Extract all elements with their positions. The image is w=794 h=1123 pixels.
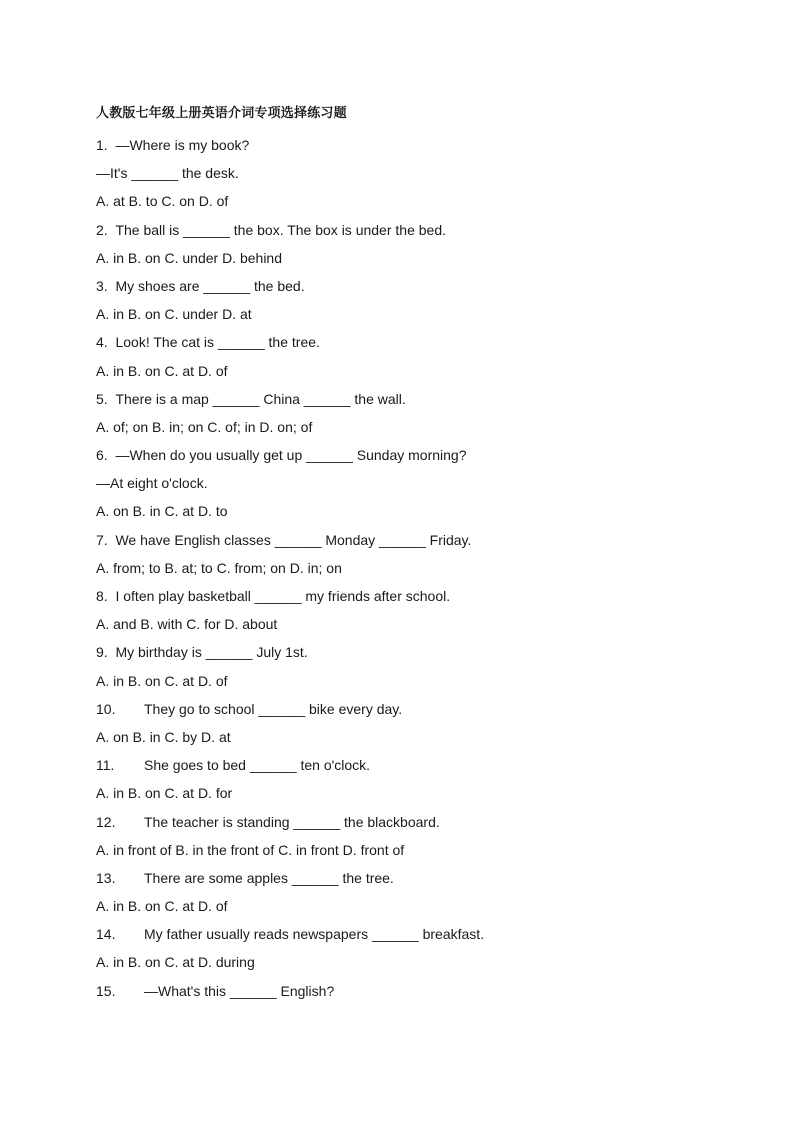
options-text: A. in B. on C. under D. behind	[96, 249, 282, 266]
options-text: A. in B. on C. at D. of	[96, 672, 228, 689]
question-number: 4.	[96, 334, 108, 351]
answer-line	[96, 163, 756, 191]
question-number: 15.	[96, 982, 116, 999]
question-text: My birthday is ______ July 1st.	[115, 644, 308, 661]
question-text: There is a map ______ China ______ the wall.	[115, 390, 406, 407]
answer-line	[96, 473, 756, 501]
options-line	[96, 558, 756, 586]
question-line	[96, 276, 756, 304]
question-number: 2.	[96, 221, 108, 238]
options-line	[96, 896, 756, 924]
question-number: 9.	[96, 644, 108, 661]
options-text: A. in B. on C. at D. during	[96, 954, 255, 971]
question-line	[96, 220, 756, 248]
options-text: A. at B. to C. on D. of	[96, 193, 229, 210]
question-text: My shoes are ______ the bed.	[115, 277, 305, 294]
question-text: They go to school ______ bike every day.	[144, 700, 403, 717]
question-line	[96, 530, 756, 558]
question-line	[96, 699, 756, 727]
question-text: My father usually reads newspapers ______ breakfast.	[144, 926, 485, 943]
question-text: The ball is ______ the box. The box is under the bed.	[115, 221, 446, 238]
question-text: —What's this ______ English?	[144, 982, 335, 999]
question-line	[96, 586, 756, 614]
question-line	[96, 135, 756, 163]
question-number: 14.	[96, 926, 116, 943]
question-line	[96, 868, 756, 896]
question-list	[96, 135, 756, 1009]
question-text: Look! The cat is ______ the tree.	[115, 334, 320, 351]
options-line	[96, 614, 756, 642]
question-text: —Where is my book?	[115, 137, 250, 153]
options-text: A. in B. on C. at D. of	[96, 362, 228, 379]
line-text: —At eight o'clock.	[96, 475, 208, 492]
question-line	[96, 924, 756, 952]
question-text: —When do you usually get up ______ Sunday morning?	[115, 447, 467, 464]
question-text: I often play basketball ______ my friends after school.	[115, 588, 451, 604]
options-line	[96, 417, 756, 445]
question-number: 8.	[96, 588, 108, 604]
options-line	[96, 952, 756, 980]
question-line	[96, 755, 756, 783]
question-number: 10.	[96, 700, 116, 717]
options-text: A. and B. with C. for D. about	[96, 616, 278, 633]
question-number: 13.	[96, 869, 116, 886]
options-text: A. in B. on C. at D. of	[96, 898, 228, 915]
options-line	[96, 501, 756, 529]
question-number: 5.	[96, 390, 108, 407]
options-text: A. in front of B. in the front of C. in front D. front of	[96, 841, 405, 858]
question-text: She goes to bed ______ ten o'clock.	[144, 757, 371, 774]
question-text: We have English classes ______ Monday ______ Friday.	[115, 531, 472, 548]
options-text: A. on B. in C. by D. at	[96, 728, 231, 745]
question-line	[96, 642, 756, 670]
options-text: A. in B. on C. at D. for	[96, 785, 233, 802]
options-text: A. of; on B. in; on C. of; in D. on; of	[96, 418, 313, 435]
options-line	[96, 671, 756, 699]
options-line	[96, 248, 756, 276]
question-number: 7.	[96, 531, 108, 548]
options-line	[96, 304, 756, 332]
options-text: A. in B. on C. under D. at	[96, 306, 252, 323]
options-line	[96, 840, 756, 868]
question-text: There are some apples ______ the tree.	[144, 869, 394, 886]
question-line	[96, 981, 756, 1009]
question-number: 1.	[96, 137, 108, 153]
options-text: A. from; to B. at; to C. from; on D. in; on	[96, 559, 342, 576]
document-title: 人教版七年级上册英语介词专项选择练习题	[96, 106, 347, 121]
options-line	[96, 727, 756, 755]
options-text: A. on B. in C. at D. to	[96, 503, 228, 520]
question-number: 3.	[96, 277, 108, 294]
question-number: 12.	[96, 813, 116, 830]
question-line	[96, 445, 756, 473]
question-line	[96, 332, 756, 360]
options-line	[96, 191, 756, 219]
options-line	[96, 361, 756, 389]
line-text: —It's ______ the desk.	[96, 165, 239, 182]
question-number: 11.	[96, 757, 115, 774]
question-line	[96, 389, 756, 417]
question-number: 6.	[96, 447, 108, 464]
question-text: The teacher is standing ______ the blackboard.	[144, 813, 440, 830]
options-line	[96, 783, 756, 811]
question-line	[96, 812, 756, 840]
